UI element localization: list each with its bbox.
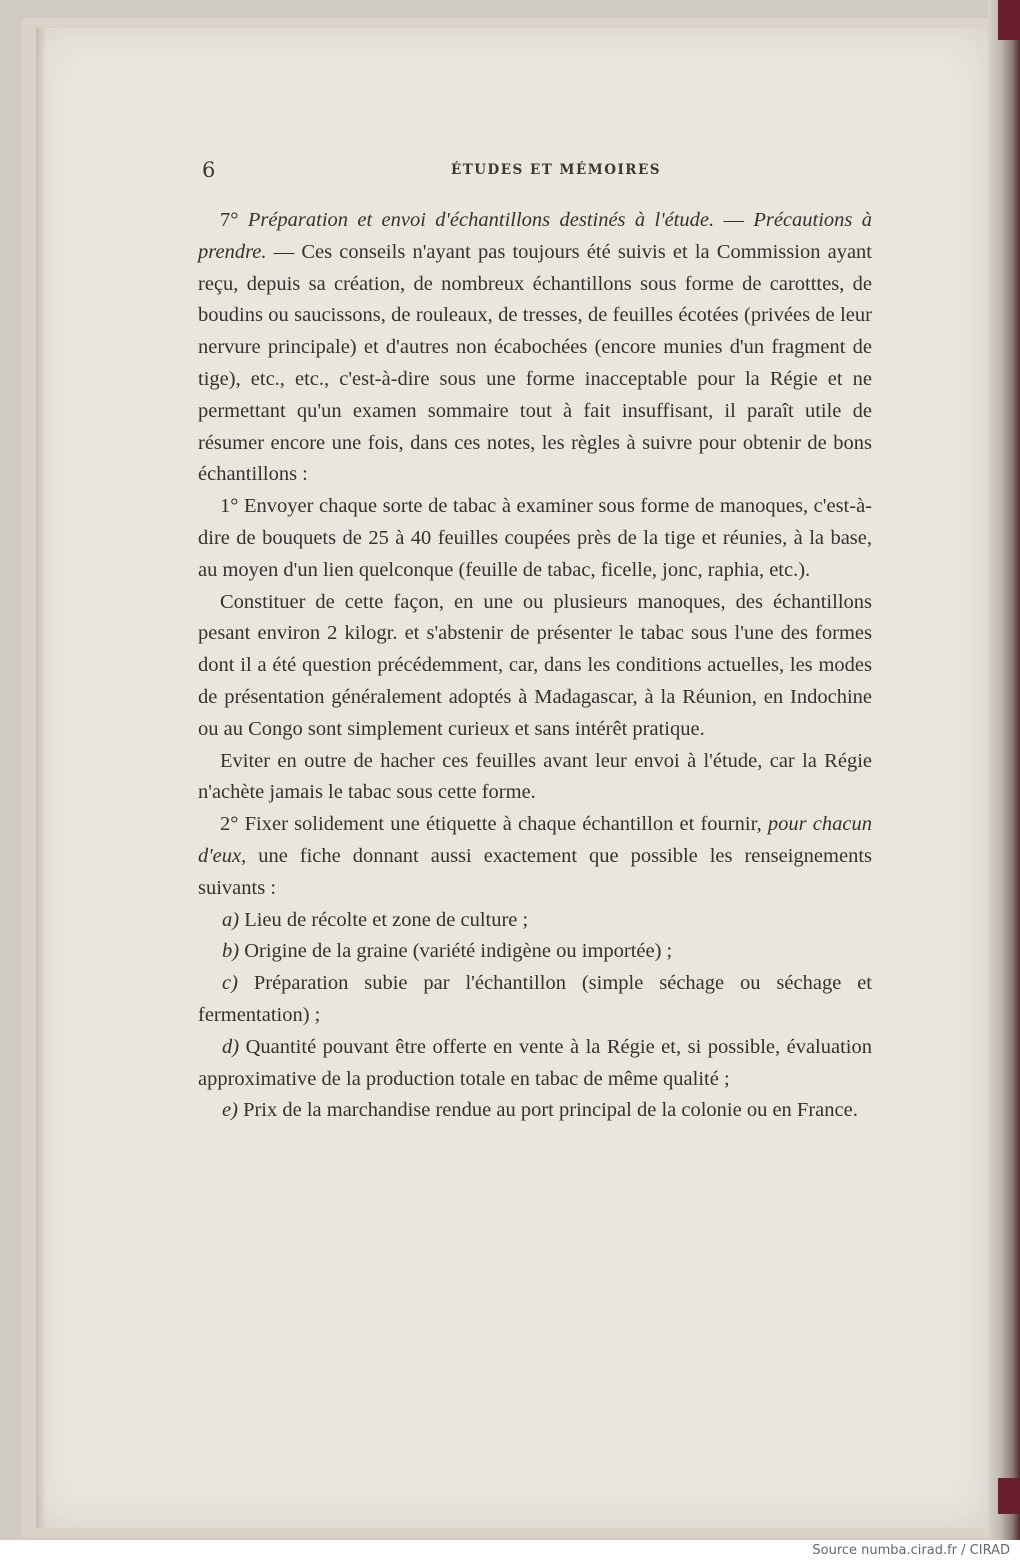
page-gutter-shadow — [36, 28, 46, 1528]
section-paragraph — [198, 205, 872, 491]
section-subtitle: Précautions à prendre. — [198, 209, 873, 263]
spine-band-bottom — [998, 1478, 1020, 1514]
list-item — [198, 1032, 872, 1096]
list-item-letter: d) — [222, 1035, 240, 1058]
source-credit: Source numba.cirad.fr / CIRAD — [812, 1543, 1010, 1558]
rule-2-end: , une fiche donnant aussi exactement que possible les renseignements suivants : — [198, 844, 872, 899]
rule-2-emphasis: pour chacun d'eux — [198, 813, 872, 867]
list-item — [198, 968, 872, 1032]
list-item — [198, 936, 872, 968]
list-item-letter: e) — [222, 1099, 238, 1122]
rule-1: 1° Envoyer chaque sorte de tabac à examiner sous forme de manoques, c'est-à-dire de bouquets de 25 à 40 feuilles coupées près de la tige et réunies, à la base, au moyen d'un lien quelconque (feuille de tabac, ficelle, jonc, raphia, etc.). — [198, 495, 872, 581]
list-item-text: Préparation subie par l'échantillon (simple séchage ou séchage et fermentation) ; — [198, 972, 872, 1026]
section-intro: — Ces conseils n'ayant pas toujours été suivis et la Commission ayant reçu, depuis sa création, de nombreux échantillons sous forme de carotttes, de boudins ou saucissons, de rouleaux, de tresses, de feuilles écotées (privées de leur nervure principale) et d'autres non écabochées (encore munies d'un fragment de tige), etc., etc., c'est-à-dire sous une forme inacceptable pour la Régie et ne permettant qu'un examen sommaire tout à fait insuffisant, il paraît utile de résumer encore une fois, dans ces notes, les règles à suivre pour obtenir de bons échantillons : — [198, 240, 873, 486]
section-title: Préparation et envoi d'échantillons destinés à l'étude. — [247, 209, 715, 231]
list-item-letter: b) — [222, 940, 240, 963]
page-number: 6 — [202, 158, 216, 182]
rule-1-paragraph-2: Constituer de cette façon, en une ou plusieurs manoques, des échantillons pesant environ 2 kilogr. et s'abstenir de présenter le tabac sous l'une des formes dont il a été question précédemment, car, dans les conditions actuelles, les modes de présentation généralement adoptés à Madagascar, à la Réunion, en Indochine ou au Congo sont simplement curieux et sans intérêt pratique. — [198, 590, 872, 740]
list-item — [198, 905, 872, 937]
spine-band-top — [998, 0, 1020, 40]
list-item-letter: a) — [222, 908, 240, 931]
running-head — [198, 158, 874, 184]
list-item-text: Lieu de récolte et zone de culture ; — [239, 908, 529, 931]
section-number: 7° — [220, 209, 239, 231]
section-dash: — — [723, 209, 744, 231]
book-spine — [988, 0, 1020, 1540]
list-item-text: Origine de la graine (variété indigène ou importée) ; — [239, 940, 673, 963]
rule-2-start: 2° Fixer solidement une étiquette à chaque échantillon et fournir, — [220, 813, 762, 836]
running-title: ÉTUDES ET MÉMOIRES — [450, 162, 662, 178]
list-item — [198, 1095, 872, 1127]
rule-2 — [198, 809, 872, 904]
body-text — [198, 205, 872, 1127]
list-item-text: Quantité pouvant être offerte en vente à la Régie et, si possible, évaluation approximative de la production totale en tabac de même qualité ; — [198, 1035, 872, 1090]
rule-1-paragraph-3: Eviter en outre de hacher ces feuilles avant leur envoi à l'étude, car la Régie n'achète jamais le tabac sous cette forme. — [198, 749, 872, 804]
list-item-text: Prix de la marchandise rendue au port principal de la colonie ou en France. — [237, 1099, 858, 1122]
list-item-letter: c) — [222, 972, 238, 995]
